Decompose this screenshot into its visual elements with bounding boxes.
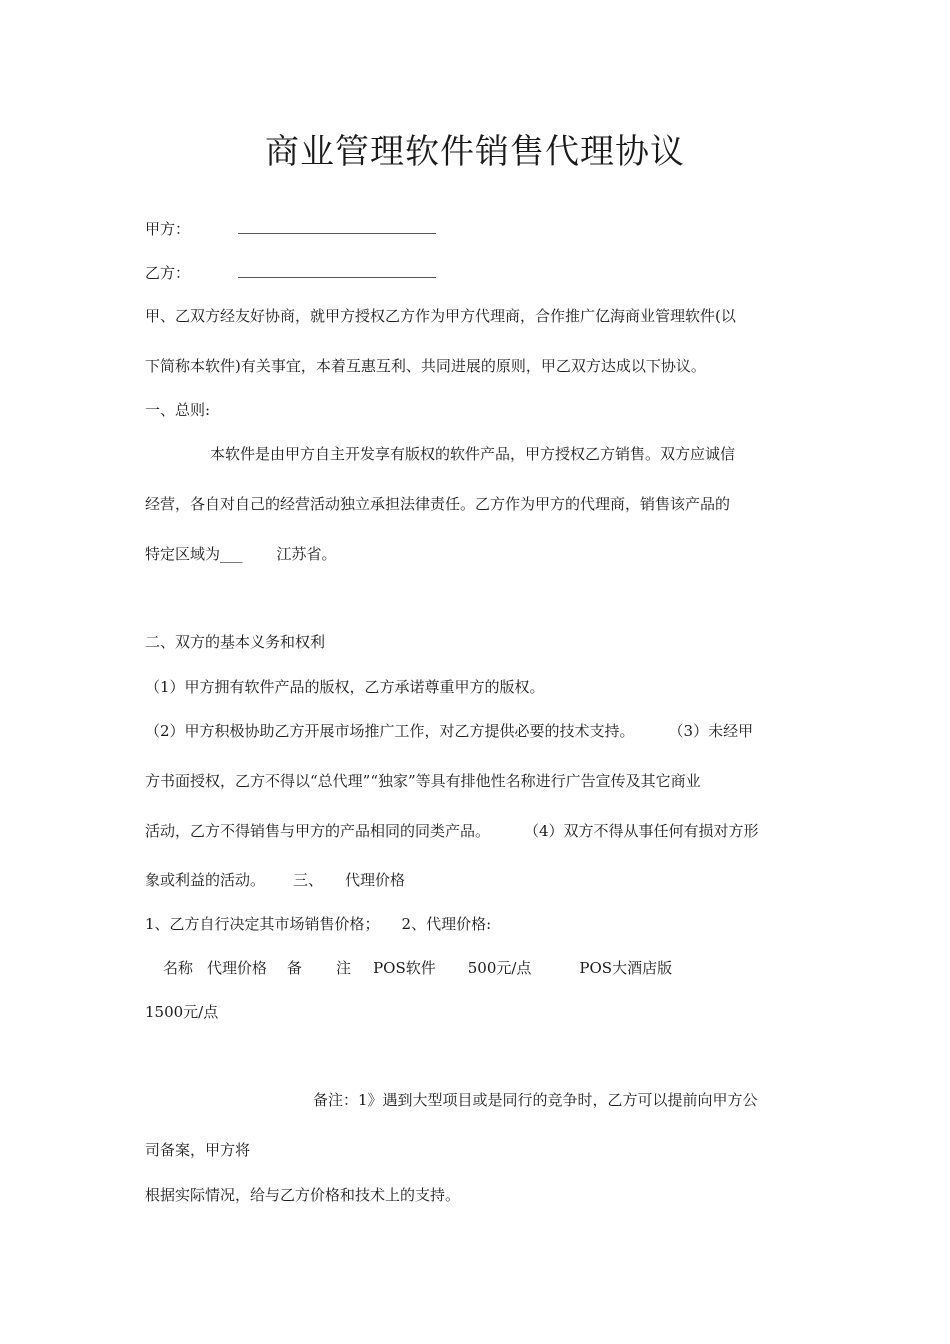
section-1-para-2: 经营，各自对自己的经营活动独立承担法律责任。乙方作为甲方的代理商，销售该产品的 — [145, 495, 731, 513]
section-3-number: 三、 — [293, 871, 324, 889]
section-2-heading: 二、双方的基本义务和权利 — [145, 633, 326, 651]
intro-line-2: 下简称本软件)有关事宜，本着互惠互利、共同进展的原则，甲乙双方达成以下协议。 — [145, 357, 706, 375]
section-2-item-1: （1）甲方拥有软件产品的版权，乙方承诺尊重甲方的版权。 — [145, 678, 545, 696]
party-a-label: 甲方： — [145, 220, 191, 238]
section-2-item-3-end: 活动，乙方不得销售与甲方的产品相同的同类产品。 — [145, 822, 491, 840]
price-table-row — [163, 958, 672, 978]
region-value: 江苏省。 — [276, 545, 337, 563]
price-rule: 1、乙方自行决定其市场销售价格； — [145, 915, 380, 933]
col-name-header: 名称 — [163, 959, 194, 977]
section-2-item-4-end: 象或利益的活动。 — [145, 871, 266, 889]
section-2-item-3-line-2: 方书面授权，乙方不得以“总代理”“独家”等具有排他性名称进行广告宣传及其它商业 — [145, 772, 701, 790]
agent-price-label: 2、代理价格: — [401, 915, 492, 933]
section-2-item-2: （2）甲方积极协助乙方开展市场推广工作，对乙方提供必要的技术支持。 — [145, 722, 635, 740]
item-1-name: POS软件 — [373, 959, 436, 977]
party-b-blank — [238, 265, 436, 278]
note-line-1: 备注：1》遇到大型项目或是同行的竞争时，乙方可以提前向甲方公 — [313, 1091, 758, 1109]
col-note-header-2: 注 — [336, 959, 352, 977]
party-b-label: 乙方： — [145, 264, 191, 282]
col-note-header-1: 备 — [287, 959, 303, 977]
section-2-item-2-line — [145, 721, 753, 741]
section-1-heading: 一、总则: — [145, 401, 211, 419]
section-2-item-4-end-line — [145, 870, 405, 890]
section-1-para-3 — [145, 544, 337, 564]
section-3-heading: 代理价格 — [345, 871, 406, 889]
intro-line-1: 甲、乙双方经友好协商，就甲方授权乙方作为甲方代理商，合作推广亿海商业管理软件(以 — [145, 307, 736, 325]
col-price-header: 代理价格 — [207, 959, 268, 977]
party-a-line — [145, 219, 436, 239]
section-1-para-1: 本软件是由甲方自主开发享有版权的软件产品，甲方授权乙方销售。双方应诚信 — [210, 445, 736, 463]
price-intro-line — [145, 914, 491, 934]
item-1-price: 500元/点 — [467, 959, 532, 977]
region-label: 特定区域为___ — [145, 545, 243, 563]
section-2-item-4-start: （4）双方不得从事任何有损对方形 — [524, 822, 759, 840]
item-2-name: POS大酒店版 — [579, 959, 673, 977]
note-line-2: 司备案，甲方将 — [145, 1141, 251, 1159]
item-2-price: 1500元/点 — [145, 1003, 219, 1021]
party-a-blank — [238, 221, 436, 234]
note-line-3: 根据实际情况，给与乙方价格和技术上的支持。 — [145, 1186, 461, 1204]
section-2-item-3-start: （3）未经甲 — [668, 722, 754, 740]
document-title: 商业管理软件销售代理协议 — [265, 132, 685, 172]
section-2-item-3-4-line — [145, 821, 759, 841]
party-b-line — [145, 263, 436, 283]
